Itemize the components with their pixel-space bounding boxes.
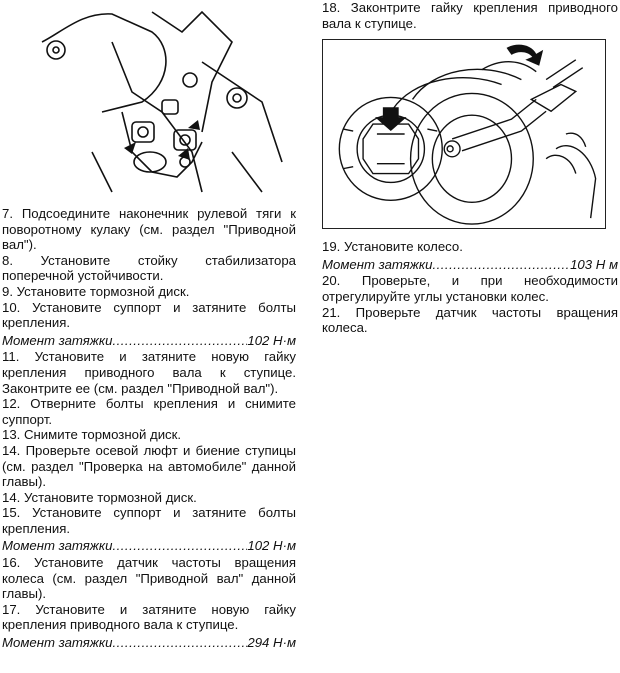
step-7: 7. Подсоедините наконечник рулевой тяги к поворотному кулаку (см. раздел "Приводной вал"). [2,206,296,253]
torque-value: 103 Н м [570,256,618,272]
step-11: 11. Установите и затяните новую гайку крепления приводного вала к ступице. Законтрите ее (см. раздел "Приводной вал"). [2,349,296,396]
step-9: 9. Установите тормозной диск. [2,283,190,299]
hub-nut-staking-illustration [323,40,605,228]
step-17: 17. Установите и затяните новую гайку крепления приводного вала к ступице. [2,601,296,633]
step-12: 12. Отверните болты крепления и снимите суппорт. [2,396,296,427]
torque-spec [2,635,296,651]
right-column [322,0,618,336]
figure-frame [322,39,606,229]
torque-label: Момент затяжки [2,635,113,651]
step-20: 20. Проверьте, и при необходимости отрегулируйте углы установки колес. [322,273,618,304]
step-18: 18. Законтрите гайку крепления приводного вала к ступице. [322,0,618,31]
step-14: 14. Проверьте осевой люфт и биение ступицы (см. раздел "Проверка на автомобиле" данной главы). [2,442,296,490]
torque-value: 102 Н·м [247,538,296,554]
step-16: 16. Установите датчик частоты вращения колеса (см. раздел "Приводной вал" данной главы). [2,555,296,602]
torque-label: Момент затяжки [322,256,433,272]
step-19: 19. Установите колесо. [322,239,463,255]
step-8: 8. Установите стойку стабилизатора поперечной устойчивости. [2,252,296,284]
torque-spec [322,257,618,273]
step-13: 13. Снимите тормозной диск. [2,427,182,443]
left-column [2,0,296,652]
torque-value: 102 Н·м [247,332,296,348]
torque-spec [2,538,296,554]
torque-label: Момент затяжки [2,538,113,554]
step-21: 21. Проверьте датчик частоты вращения колеса. [322,304,618,336]
step-14b: 14. Установите тормозной диск. [2,489,197,505]
steering-knuckle-bolts-illustration [2,2,294,206]
step-15: 15. Установите суппорт и затяните болты крепления. [2,505,296,536]
torque-label: Момент затяжки [2,332,113,348]
right-text [322,239,618,336]
left-text [2,206,296,651]
step-10: 10. Установите суппорт и затяните болты крепления. [2,299,296,331]
right-intro [322,0,618,31]
torque-value: 294 Н·м [247,635,296,651]
torque-spec [2,333,296,349]
